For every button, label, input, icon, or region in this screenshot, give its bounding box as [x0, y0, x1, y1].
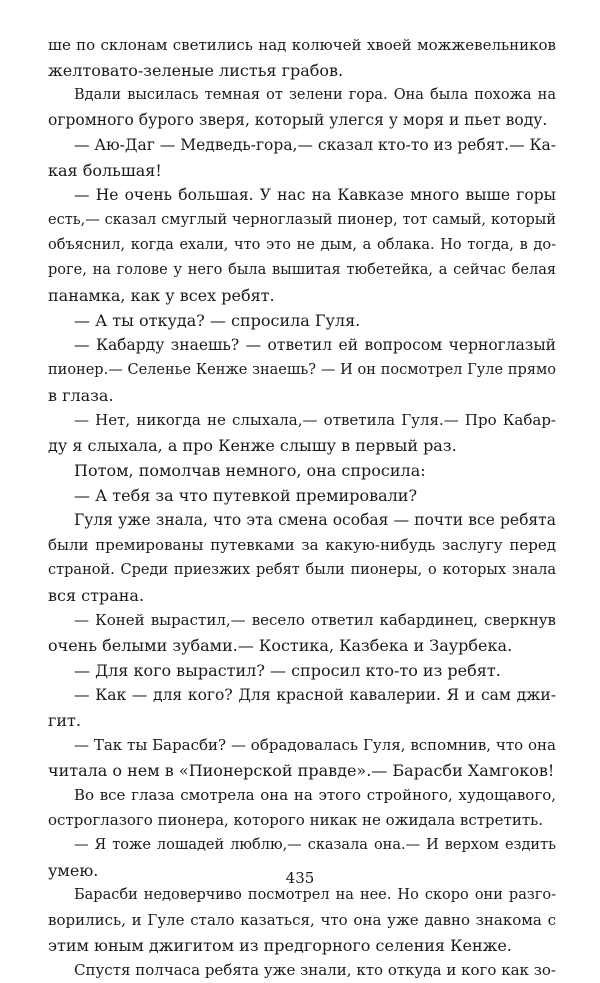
- text-line: очень белыми зубами.— Костика, Казбека и Заурбека.: [48, 636, 513, 655]
- text-line: — А тебя за что путевкой премировали?: [74, 486, 418, 505]
- text-line: умею.: [48, 861, 99, 880]
- text-line: ше по склонам светились над колючей хвоей можжевельников: [48, 36, 556, 54]
- text-line: — Так ты Барасби? — обрадовалась Гуля, вспомнив, что она: [74, 736, 556, 754]
- text-line: гит.: [48, 711, 81, 730]
- text-line: — Я тоже лошадей люблю,— сказала она.— И верхом ездить: [74, 837, 556, 853]
- text-line: — Аю-Даг — Медведь-гора,— сказал кто-то из ребят.— Ка-: [74, 136, 556, 154]
- text-line: — Как — для кого? Для красной кавалерии. Я и сам джи-: [74, 686, 556, 704]
- text-line: роге, на голове у него была вышитая тюбетейка, а сейчас белая: [48, 262, 556, 278]
- text-line: желтовато-зеленые листья грабов.: [48, 61, 344, 80]
- text-line: пионер.— Селенье Кенже знаешь? — И он посмотрел Гуле прямо: [48, 362, 556, 378]
- text-line: в глаза.: [48, 386, 114, 405]
- text-line: Гуля уже знала, что эта смена особая — почти все ребята: [74, 511, 556, 529]
- text-line: Вдали высилась темная от зелени гора. Она была похожа на: [74, 87, 556, 103]
- text-line: Потом, помолчав немного, она спросила:: [74, 461, 426, 480]
- text-line: — Кабарду знаешь? — ответил ей вопросом черноглазый: [74, 336, 556, 354]
- text-line: — Не очень большая. У нас на Кавказе много выше горы: [74, 186, 556, 204]
- text-line: кая большая!: [48, 161, 162, 180]
- text-line: страной. Среди приезжих ребят были пионеры, о которых знала: [48, 562, 556, 578]
- text-line: остроглазого пионера, которого никак не ожидала встретить.: [48, 811, 544, 829]
- text-line: вся страна.: [48, 586, 145, 605]
- text-line: — Нет, никогда не слыхала,— ответила Гуля.— Про Кабар-: [74, 411, 556, 429]
- text-line: — Для кого вырастил? — спросил кто-то из ребят.: [74, 661, 501, 680]
- text-line: ворились, и Гуле стало казаться, что она уже давно знакома с: [48, 911, 556, 929]
- text-line: Во все глаза смотрела она на этого стройного, худощавого,: [74, 786, 556, 804]
- text-line: — Коней вырастил,— весело ответил кабардинец, сверкнув: [74, 611, 556, 629]
- text-line: — А ты откуда? — спросила Гуля.: [74, 311, 361, 330]
- text-line: этим юным джигитом из предгорного селения Кенже.: [48, 936, 512, 955]
- text-line: читала о нем в «Пионерской правде».— Барасби Хамгоков!: [48, 761, 555, 780]
- text-line: объяснил, когда ехали, что это не дым, а облака. Но тогда, в до-: [48, 237, 556, 253]
- body-text: [48, 33, 556, 983]
- page-number: 435: [285, 869, 315, 887]
- text-line: ду я слыхала, а про Кенже слышу в первый раз.: [48, 436, 457, 455]
- text-line: панамка, как у всех ребят.: [48, 286, 275, 305]
- text-line: есть,— сказал смуглый черноглазый пионер, тот самый, который: [48, 212, 556, 228]
- text-line: огромного бурого зверя, который улегся у моря и пьет воду.: [48, 111, 548, 129]
- text-line: Барасби недоверчиво посмотрел на нее. Но скоро они разго-: [74, 887, 556, 903]
- text-line: Спустя полчаса ребята уже знали, кто откуда и кого как зо-: [74, 961, 556, 979]
- text-line: были премированы путевками за какую-нибудь заслугу перед: [48, 536, 556, 554]
